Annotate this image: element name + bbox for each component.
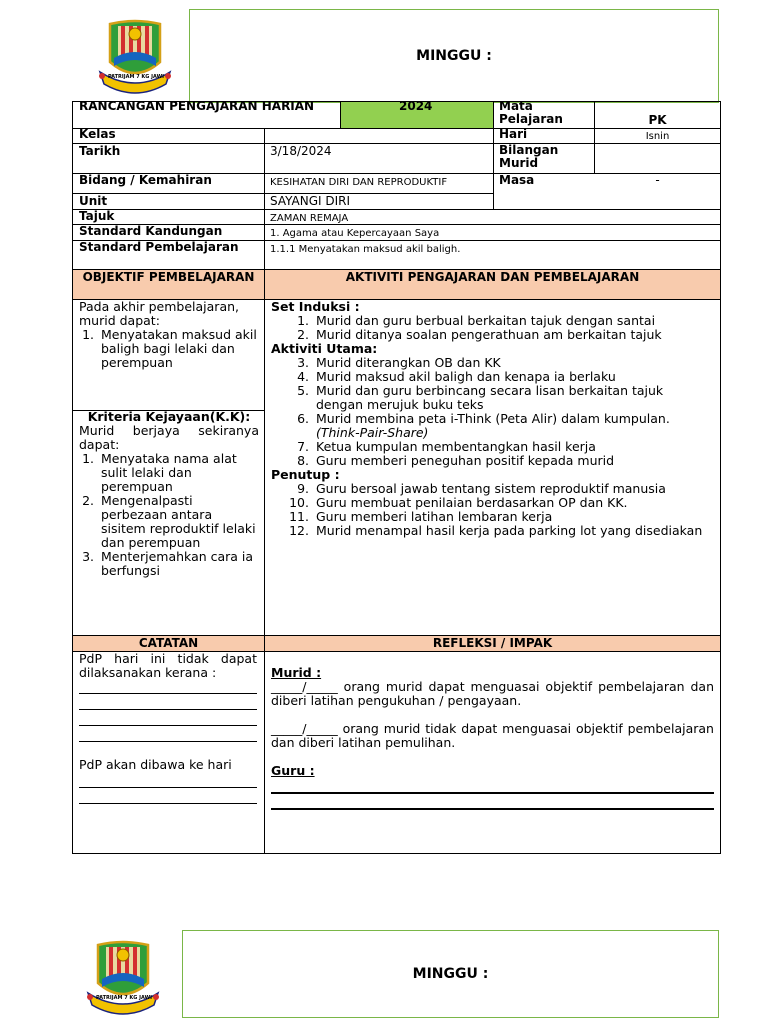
mata-pelajaran-value: PK bbox=[648, 113, 667, 127]
kriteria-item-1: 1. Menyataka nama alat sulit lelaki dan perempuan bbox=[82, 451, 237, 494]
catatan-line-3 bbox=[79, 725, 257, 726]
mata-pelajaran-label: Mata Pelajaran bbox=[499, 99, 563, 126]
aktiviti-item-11: 11. Guru memberi latihan lembaran kerja bbox=[289, 509, 553, 524]
murid-label: Murid : bbox=[271, 665, 322, 680]
lesson-plan-table bbox=[72, 101, 721, 854]
plan-title: RANCANGAN PENGAJARAN HARIAN bbox=[79, 99, 315, 113]
aktiviti-item-4: 4. Murid maksud akil baligh dan kenapa ia berlaku bbox=[297, 369, 616, 384]
aktiviti-utama-label: Aktiviti Utama: bbox=[271, 341, 378, 356]
standard-kandungan-value: 1. Agama atau Kepercayaan Saya bbox=[270, 228, 440, 239]
catatan-line-4 bbox=[79, 741, 257, 742]
hari-value: Isnin bbox=[645, 131, 670, 142]
catatan-line-6 bbox=[79, 803, 257, 804]
tarikh-value: 3/18/2024 bbox=[270, 144, 332, 158]
penutup-label: Penutup : bbox=[271, 467, 340, 482]
refleksi-line-1: _____/_____ orang murid dapat menguasai objektif pembelajaran dan diberi latihan pengukuhan / pengayaan. bbox=[271, 679, 714, 708]
bidang-value: KESIHATAN DIRI DAN REPRODUKTIF bbox=[270, 177, 448, 188]
catatan-header: CATATAN bbox=[138, 636, 199, 650]
logo-banner-text-bottom: PATRIJAM 7 KG JAWI bbox=[95, 995, 153, 1001]
catatan-line-5 bbox=[79, 787, 257, 788]
objektif-item-1: 1. Menyatakan maksud akil baligh bagi lelaki dan perempuan bbox=[82, 327, 257, 370]
minggu-box-top bbox=[189, 9, 719, 103]
catatan-text-1: PdP hari ini tidak dapat dilaksanakan kerana : bbox=[79, 651, 257, 680]
aktiviti-item-6: 6. Murid membina peta i-Think (Peta Alir) dalam kumpulan. (Think-Pair-Share) bbox=[297, 411, 670, 440]
guru-line-2 bbox=[271, 808, 714, 810]
kriteria-intro: Murid berjaya sekiranya dapat: bbox=[79, 423, 259, 452]
catatan-text-2: PdP akan dibawa ke hari bbox=[79, 757, 232, 772]
guru-label: Guru : bbox=[271, 763, 315, 778]
objektif-section bbox=[79, 300, 259, 370]
aktiviti-header: AKTIVITI PENGAJARAN DAN PEMBELAJARAN bbox=[345, 270, 640, 284]
aktiviti-item-8: 8. Guru memberi peneguhan positif kepada murid bbox=[297, 453, 615, 468]
catatan-line-2 bbox=[79, 709, 257, 710]
tajuk-label: Tajuk bbox=[79, 209, 115, 223]
aktiviti-item-3: 3. Murid diterangkan OB dan KK bbox=[297, 355, 501, 370]
objektif-header: OBJEKTIF PEMBELAJARAN bbox=[82, 270, 255, 284]
objektif-intro: Pada akhir pembelajaran, murid dapat: bbox=[79, 299, 239, 328]
tajuk-value: ZAMAN REMAJA bbox=[270, 213, 349, 224]
minggu-label-bottom: MINGGU : bbox=[412, 966, 489, 982]
school-logo-bottom bbox=[80, 935, 166, 1019]
masa-value: - bbox=[655, 173, 660, 187]
aktiviti-item-10: 10. Guru membuat penilaian berdasarkan OP dan KK. bbox=[289, 495, 628, 510]
aktiviti-item-12: 12. Murid menampal hasil kerja pada parking lot yang disediakan bbox=[289, 523, 703, 538]
standard-pembelajaran-label: Standard Pembelajaran bbox=[79, 240, 239, 254]
catatan-line-1 bbox=[79, 693, 257, 694]
bilangan-murid-label: Bilangan Murid bbox=[499, 143, 559, 170]
aktiviti-item-9: 9. Guru bersoal jawab tentang sistem reproduktif manusia bbox=[297, 481, 666, 496]
unit-label: Unit bbox=[79, 194, 108, 208]
kriteria-item-3: 3. Menterjemahkan cara ia berfungsi bbox=[82, 549, 254, 578]
refleksi-section bbox=[271, 666, 714, 778]
tarikh-label: Tarikh bbox=[79, 144, 121, 158]
minggu-label: MINGGU : bbox=[416, 48, 492, 64]
set-induksi-label: Set Induksi : bbox=[271, 299, 360, 314]
kriteria-item-2: 2. Mengenalpasti perbezaan antara sisitem reproduktif lelaki dan perempuan bbox=[82, 493, 256, 550]
bidang-label: Bidang / Kemahiran bbox=[79, 173, 212, 187]
kelas-label: Kelas bbox=[79, 127, 116, 141]
logo-banner-text: PATRIJAM 7 KG JAWI bbox=[107, 74, 165, 80]
minggu-box-bottom bbox=[182, 930, 719, 1018]
think-pair-share-note: (Think-Pair-Share) bbox=[316, 425, 429, 440]
aktiviti-item-1: 1. Murid dan guru berbual berkaitan tajuk dengan santai bbox=[297, 313, 656, 328]
standard-pembelajaran-value: 1.1.1 Menyatakan maksud akil baligh. bbox=[270, 244, 461, 255]
aktiviti-item-7: 7. Ketua kumpulan membentangkan hasil kerja bbox=[297, 439, 596, 454]
school-logo-top bbox=[92, 14, 178, 98]
unit-value: SAYANGI DIRI bbox=[270, 194, 351, 208]
standard-kandungan-label: Standard Kandungan bbox=[79, 224, 223, 238]
aktiviti-section bbox=[271, 300, 711, 538]
refleksi-line-2: _____/_____ orang murid tidak dapat menguasai objektif pembelajaran dan diberi latihan pemulihan. bbox=[271, 721, 714, 750]
aktiviti-item-5: 5. Murid dan guru berbincang secara lisan berkaitan tajuk dengan merujuk buku teks bbox=[297, 383, 664, 412]
hari-label: Hari bbox=[499, 127, 528, 141]
masa-label: Masa bbox=[499, 173, 535, 187]
kriteria-header: Kriteria Kejayaan(K.K): bbox=[87, 409, 251, 424]
refleksi-header: REFLEKSI / IMPAK bbox=[432, 636, 553, 650]
kriteria-section bbox=[79, 410, 259, 578]
plan-year: 2024 bbox=[399, 99, 433, 113]
aktiviti-item-2: 2. Murid ditanya soalan pengerathuan am berkaitan tajuk bbox=[297, 327, 662, 342]
guru-line-1 bbox=[271, 792, 714, 794]
